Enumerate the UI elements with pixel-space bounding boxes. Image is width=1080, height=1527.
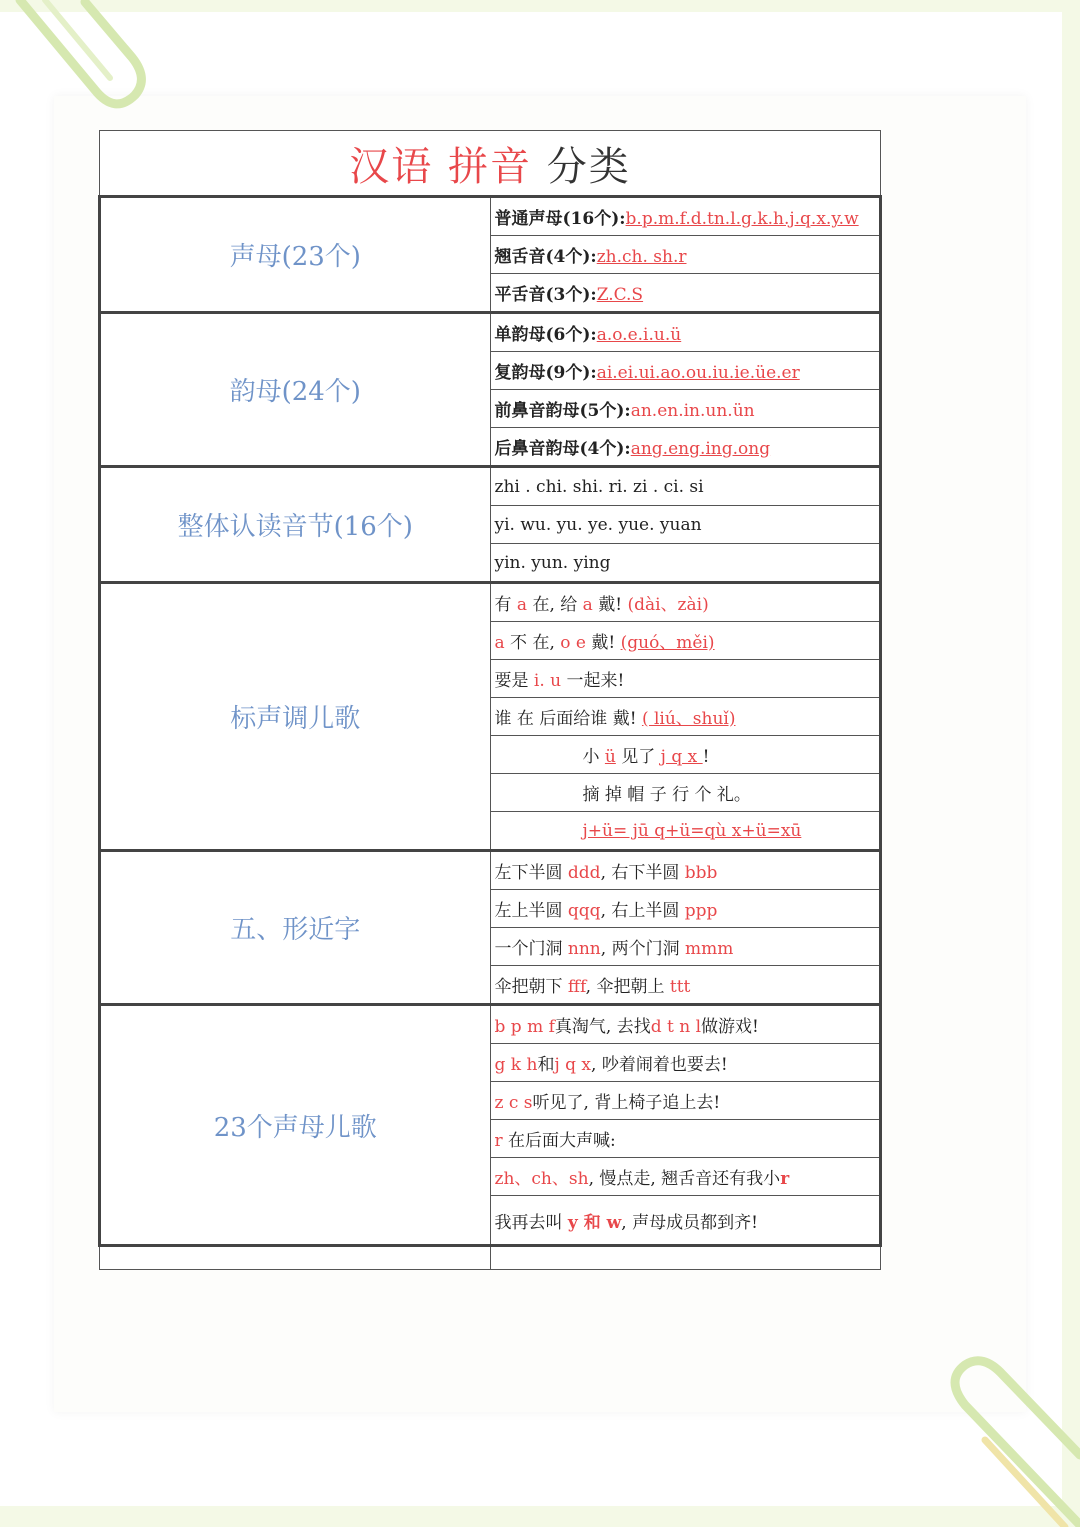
title-part-2: 拼音 [448,143,532,190]
empty-cell [490,1246,881,1270]
category-shengmu: 声母(23个) [100,197,491,313]
page-title [100,131,881,197]
table-row: 我再去叫 y 和 w, 声母成员都到齐! [490,1196,881,1246]
table-row: 复韵母(9个):ai.ei.ui.ao.ou.iu.ie.üe.er [490,352,881,390]
table-row: 左下半圆 ddd, 右下半圆 bbb [490,851,881,890]
table-row: b p m f真淘气, 去找d t n l做游戏! [490,1005,881,1044]
table-row: 谁 在 后面给谁 戴! ( liú、shuǐ) [490,698,881,736]
table-row: 单韵母(6个):a.o.e.i.u.ü [490,313,881,352]
category-similar-chars: 五、形近字 [100,851,491,1005]
table-row: j+ü= jū q+ü=qù x+ü=xū [490,812,881,851]
pinyin-table [98,130,882,1270]
table-row: yi. wu. yu. ye. yue. yuan [490,506,881,544]
table-row: 要是 i. u 一起来! [490,660,881,698]
table-row: zh、ch、sh, 慢点走, 翘舌音还有我小r [490,1158,881,1196]
paperclip-icon [0,0,170,140]
table-row: 前鼻音韵母(5个):an.en.in.un.ün [490,390,881,428]
table-row: 摘 掉 帽 子 行 个 礼。 [490,774,881,812]
table-row: 普通声母(16个):b.p.m.f.d.tn.l.g.k.h.j.q.x.y.w [490,197,881,236]
table-row: zhi . chi. shi. ri. zi . ci. si [490,467,881,506]
table-row: 翘舌音(4个):zh.ch. sh.r [490,236,881,274]
paperclip-icon [925,1345,1080,1527]
table-row: g k h和j q x, 吵着闹着也要去! [490,1044,881,1082]
table-row: 平舌音(3个):Z.C.S [490,274,881,313]
table-row: 后鼻音韵母(4个):ang.eng.ing.ong [490,428,881,467]
table-row: 伞把朝下 fff, 伞把朝上 ttt [490,966,881,1005]
category-zhengti: 整体认读音节(16个) [100,467,491,583]
table-row: 左上半圆 qqq, 右上半圆 ppp [490,890,881,928]
table-row: z c s听见了, 背上椅子追上去! [490,1082,881,1120]
empty-cell [100,1246,491,1270]
category-yunmu: 韵母(24个) [100,313,491,467]
category-shengmu-song: 23个声母儿歌 [100,1005,491,1246]
table-row: a 不 在, o e 戴! (guó、měi) [490,622,881,660]
table-row: 一个门洞 nnn, 两个门洞 mmm [490,928,881,966]
title-part-3: 分类 [546,143,631,190]
table-row: yin. yun. ying [490,544,881,583]
table-row: r 在后面大声喊: [490,1120,881,1158]
table-row: 小 ü 见了 j q x ! [490,736,881,774]
title-part-1: 汉语 [349,143,434,190]
table-row: 有 a 在, 给 a 戴! (dài、zài) [490,583,881,622]
category-tone-song: 标声调儿歌 [100,583,491,851]
